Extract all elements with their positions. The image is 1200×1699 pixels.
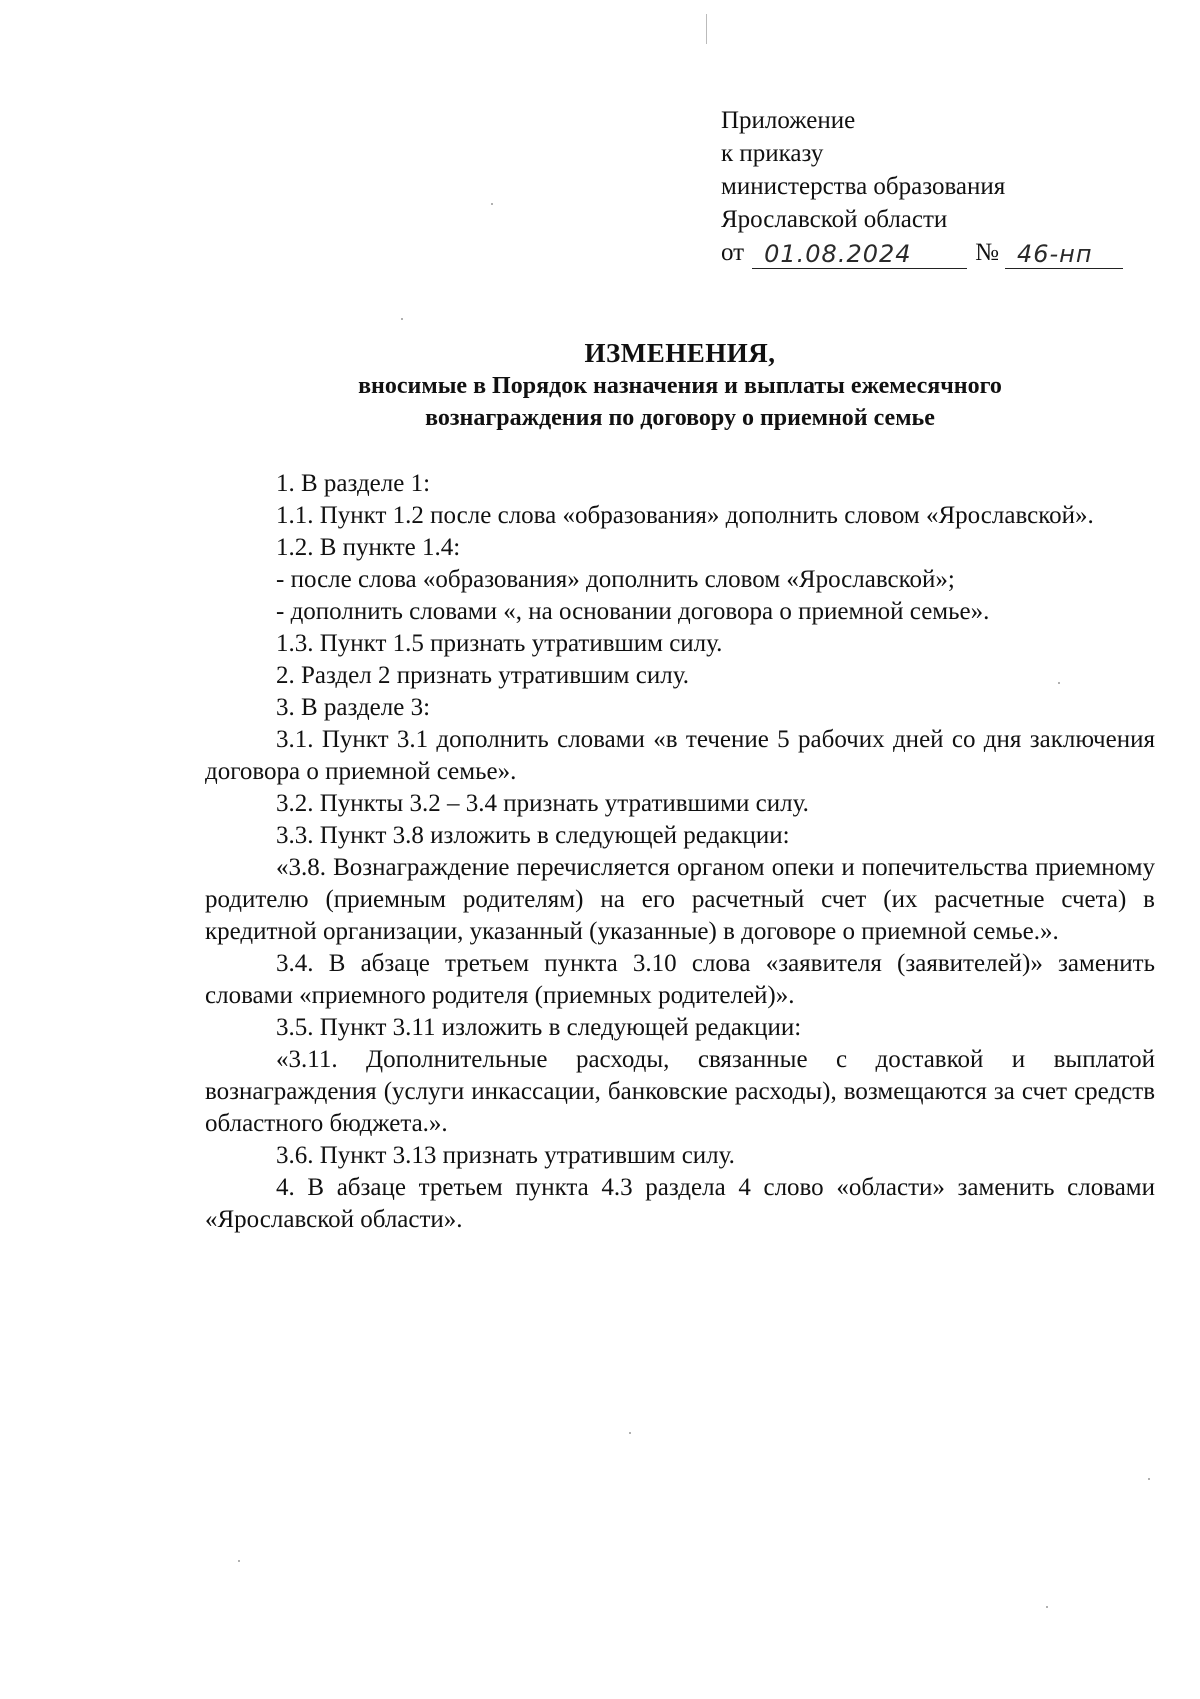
paragraph: - дополнить словами «, на основании договора о приемной семье».: [276, 598, 990, 625]
paragraph: 3.5. Пункт 3.11 изложить в следующей редакции:: [276, 1014, 802, 1041]
scan-speck: [1148, 1478, 1150, 1480]
title-subline-1: вносимые в Порядок назначения и выплаты ежемесячного: [358, 373, 1002, 399]
appendix-label: Приложение: [721, 107, 856, 134]
scan-speck: [629, 1432, 631, 1434]
scan-speck: [401, 318, 403, 320]
from-label: от: [721, 239, 745, 266]
paragraph: 3.4. В абзаце третьем пункта 3.10 слова «заявителя (заявителей)» заменить словами «приемного родителя (приемных родителей)».: [205, 950, 1155, 1009]
region-name: Ярославской области: [721, 206, 948, 233]
paragraph: «3.8. Вознаграждение перечисляется органом опеки и попечительства приемному родителю (приемным родителям) на его расчетный счет (их расчетные счета) в кредитной организации, указанный (указанные) в договоре о приемной семье.».: [205, 854, 1155, 945]
order-date-number-row: [721, 236, 1141, 269]
paragraph: 1. В разделе 1:: [276, 470, 431, 497]
ministry-name: министерства образования: [721, 173, 1006, 200]
handwritten-number: 46-нп: [1005, 240, 1123, 269]
scan-speck: [238, 1560, 240, 1562]
scan-mark: [706, 14, 707, 44]
paragraph: 3. В разделе 3:: [276, 694, 431, 721]
paragraph: 3.2. Пункты 3.2 – 3.4 признать утратившими силу.: [276, 790, 809, 817]
scan-speck: [491, 203, 493, 205]
paragraph: 4. В абзаце третьем пункта 4.3 раздела 4 слово «области» заменить словами «Ярославской области».: [205, 1174, 1155, 1233]
appendix-header: [721, 104, 1141, 269]
scan-speck: [1046, 1606, 1048, 1608]
order-reference: к приказу: [721, 140, 824, 167]
paragraph: 2. Раздел 2 признать утратившим силу.: [276, 662, 689, 689]
paragraph: 3.6. Пункт 3.13 признать утратившим силу.: [276, 1142, 735, 1169]
paragraph: «3.11. Дополнительные расходы, связанные с доставкой и выплатой вознаграждения (услуги инкассации, банковские расходы), возмещаются за счет средств областного бюджета.».: [205, 1046, 1155, 1137]
document-body: [205, 468, 1155, 1236]
handwritten-date: 01.08.2024: [752, 240, 967, 269]
paragraph: - после слова «образования» дополнить словом «Ярославской»;: [276, 566, 955, 593]
paragraph: 1.3. Пункт 1.5 признать утратившим силу.: [276, 630, 723, 657]
title-heading: ИЗМЕНЕНИЯ,: [584, 338, 776, 368]
title-subline-2: вознаграждения по договору о приемной семье: [425, 405, 935, 431]
number-label: №: [975, 239, 999, 266]
paragraph: 1.2. В пункте 1.4:: [276, 534, 461, 561]
paragraph: 1.1. Пункт 1.2 после слова «образования» дополнить словом «Ярославской».: [276, 502, 1094, 529]
document-title: [205, 336, 1155, 434]
paragraph: 3.1. Пункт 3.1 дополнить словами «в течение 5 рабочих дней со дня заключения договора о приемной семье».: [205, 726, 1155, 785]
paragraph: 3.3. Пункт 3.8 изложить в следующей редакции:: [276, 822, 790, 849]
